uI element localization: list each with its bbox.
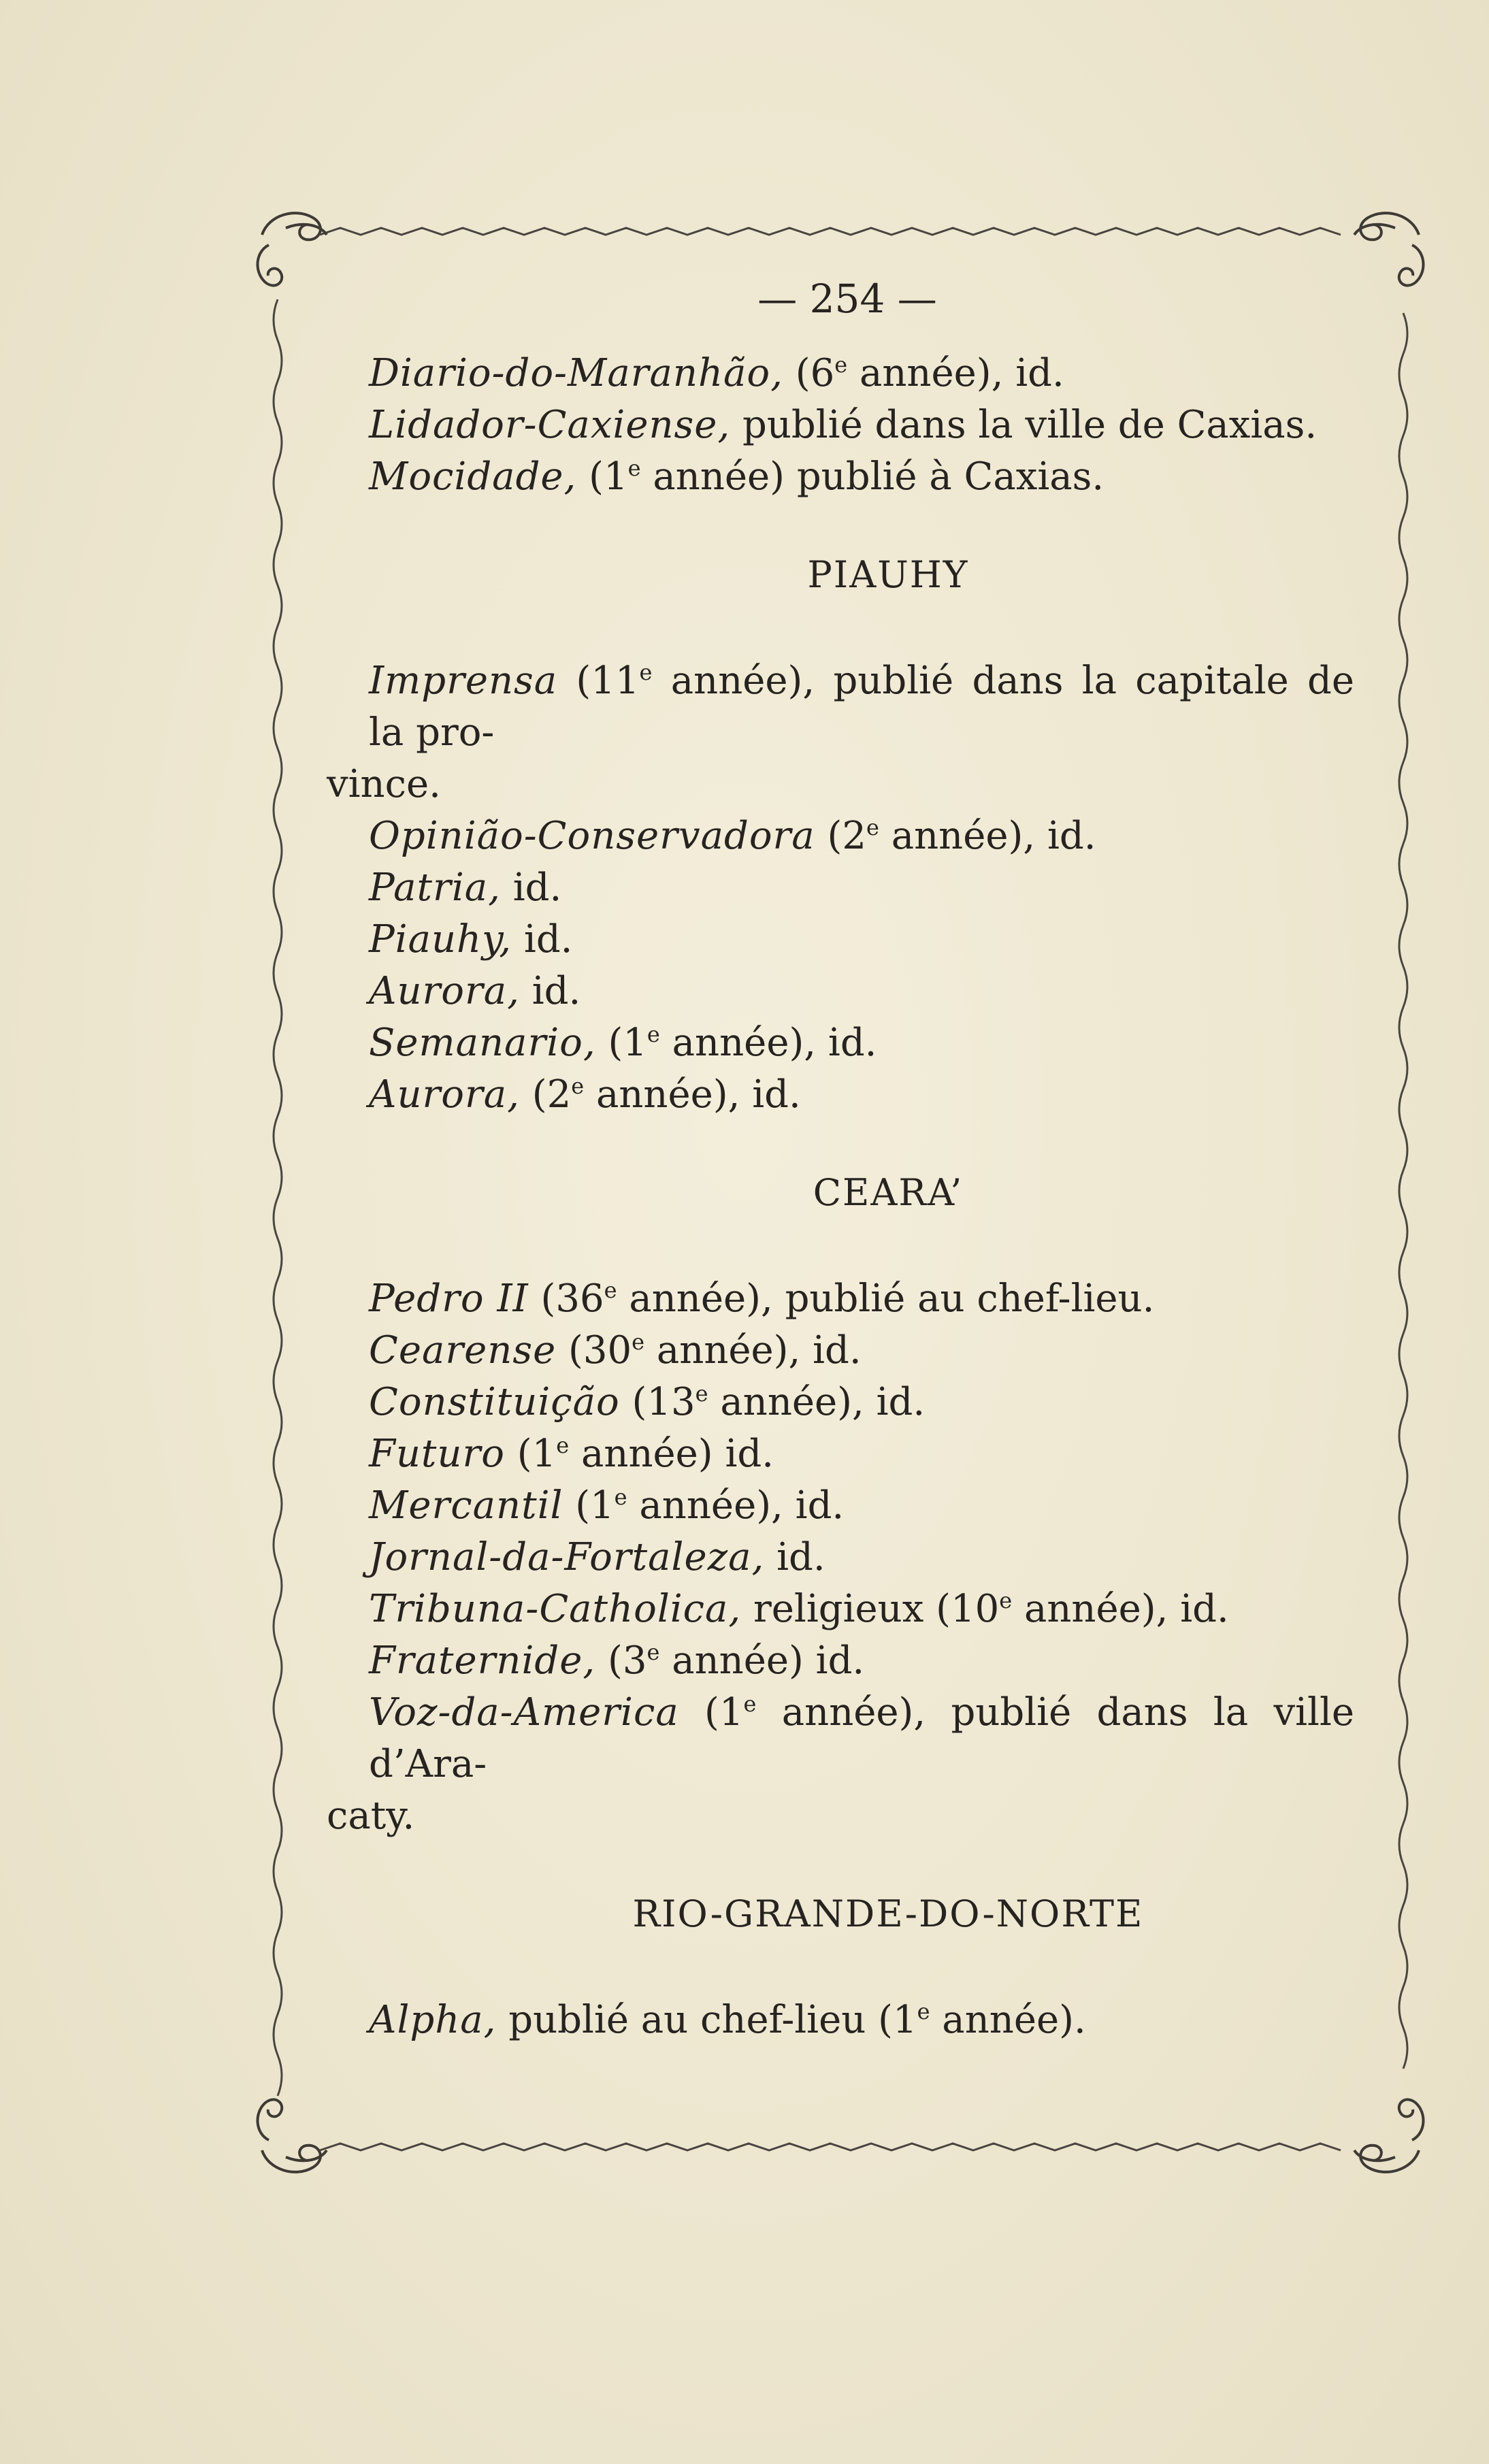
left-border-rule xyxy=(274,299,282,2096)
newspaper-entry xyxy=(327,914,1354,966)
section-heading: PIAUHY xyxy=(807,553,969,596)
corner-ornament-bottom-right xyxy=(1354,2099,1423,2171)
newspaper-entry xyxy=(327,1635,1354,1687)
entry-text: id. xyxy=(500,866,562,910)
page-content xyxy=(327,269,1354,2046)
entry-text-rest: année), id. xyxy=(644,1328,862,1373)
newspaper-title: Constituição xyxy=(369,1380,620,1424)
entry-text: (2 xyxy=(815,814,866,858)
newspaper-entry xyxy=(327,1069,1354,1121)
newspaper-entry xyxy=(327,1480,1354,1532)
newspaper-entry xyxy=(327,1532,1354,1583)
entry-text: (30 xyxy=(556,1328,632,1373)
ordinal-superscript: e xyxy=(695,1381,708,1407)
newspaper-entry xyxy=(327,348,1354,399)
newspaper-entry xyxy=(327,1428,1354,1480)
newspaper-title: Mercantil xyxy=(369,1483,563,1528)
ordinal-superscript: e xyxy=(627,455,641,481)
entry-text: (1 xyxy=(678,1690,744,1735)
ordinal-superscript: e xyxy=(647,1021,660,1047)
newspaper-entry xyxy=(327,966,1354,1017)
entry-text-rest: année), id. xyxy=(627,1483,845,1528)
entry-text-rest: année), id. xyxy=(847,351,1064,395)
ordinal-superscript: e xyxy=(632,1329,645,1355)
newspaper-entry xyxy=(327,1325,1354,1377)
entry-text-rest: année) id. xyxy=(659,1639,865,1683)
entry-text: id. xyxy=(764,1535,825,1579)
newspaper-title: Opinião-Conservadora xyxy=(369,814,815,858)
ordinal-superscript: e xyxy=(917,1999,930,2024)
newspaper-title: Alpha, xyxy=(369,1998,497,2042)
entry-text-rest: année), publié dans la ville d’Ara- xyxy=(369,1690,1354,1786)
newspaper-entry xyxy=(327,1273,1354,1325)
ordinal-superscript: e xyxy=(743,1691,757,1717)
newspaper-title: Semanario, xyxy=(369,1021,596,1065)
newspaper-title: Cearense xyxy=(369,1328,557,1373)
newspaper-title: Futuro xyxy=(369,1432,505,1476)
entry-text: (13 xyxy=(619,1380,696,1424)
right-border-rule xyxy=(1399,313,1407,2069)
entry-text: (1 xyxy=(576,455,628,499)
newspaper-entry xyxy=(327,1687,1354,1842)
newspaper-title: Diario-do-Maranhão, xyxy=(369,351,783,395)
ordinal-superscript: e xyxy=(647,1639,660,1665)
entry-text-rest: année), id. xyxy=(659,1021,877,1065)
entry-text: (36 xyxy=(528,1277,604,1321)
ordinal-superscript: e xyxy=(556,1432,570,1458)
ordinal-superscript: e xyxy=(614,1484,627,1510)
entry-text: (2 xyxy=(519,1072,572,1117)
section-heading: RIO-GRANDE-DO-NORTE xyxy=(632,1892,1144,1935)
newspaper-title: Imprensa xyxy=(369,659,558,703)
corner-ornament-top-right xyxy=(1354,213,1423,285)
newspaper-entry xyxy=(327,451,1354,503)
newspaper-entry xyxy=(327,399,1354,451)
entry-text-rest: année) id. xyxy=(569,1432,774,1476)
newspaper-title: Fraternide, xyxy=(369,1639,596,1683)
corner-ornament-top-left xyxy=(258,213,327,285)
bottom-border-rule xyxy=(320,2143,1341,2150)
top-border-rule xyxy=(320,228,1341,235)
ordinal-superscript: e xyxy=(639,659,653,685)
page-number: — 254 — xyxy=(757,276,937,322)
ordinal-superscript: e xyxy=(834,352,848,378)
newspaper-entry xyxy=(327,1994,1354,2046)
entry-text-rest: année). xyxy=(930,1998,1086,2042)
newspaper-title: Patria, xyxy=(369,866,501,910)
newspaper-entry xyxy=(327,1583,1354,1635)
entry-continuation: vince. xyxy=(327,762,441,806)
newspaper-title: Jornal-da-Fortaleza, xyxy=(369,1535,765,1579)
ordinal-superscript: e xyxy=(866,815,879,840)
entry-text-rest: année), id. xyxy=(584,1072,801,1117)
entry-text-rest: année), publié au chef-lieu. xyxy=(617,1277,1155,1321)
newspaper-title: Piauhy, xyxy=(369,917,512,962)
newspaper-entry xyxy=(327,1017,1354,1069)
entry-text-rest: année) publié à Caxias. xyxy=(640,455,1105,499)
newspaper-title: Aurora, xyxy=(369,1072,520,1117)
newspaper-title: Aurora, xyxy=(369,969,520,1013)
newspaper-list xyxy=(327,348,1354,2046)
ordinal-superscript: e xyxy=(604,1277,617,1303)
ordinal-superscript: e xyxy=(571,1073,585,1099)
entry-text-rest: année), publié dans la capitale de la pro- xyxy=(369,659,1355,755)
entry-text: (1 xyxy=(563,1483,615,1528)
entry-text: (11 xyxy=(557,659,640,703)
newspaper-title: Lidador-Caxiense, xyxy=(369,403,731,447)
entry-continuation: caty. xyxy=(327,1794,415,1838)
entry-text: (6 xyxy=(783,351,835,395)
newspaper-title: Voz-da-America xyxy=(369,1690,679,1735)
entry-text: (3 xyxy=(595,1639,647,1683)
section-heading: CEARA’ xyxy=(813,1171,964,1214)
ordinal-superscript: e xyxy=(999,1588,1013,1613)
newspaper-entry xyxy=(327,1377,1354,1428)
newspaper-title: Pedro II xyxy=(369,1277,529,1321)
entry-text: (1 xyxy=(504,1432,557,1476)
entry-text: id. xyxy=(519,969,581,1013)
entry-text: publié dans la ville de Caxias. xyxy=(730,403,1318,447)
newspaper-title: Mocidade, xyxy=(369,455,577,499)
newspaper-entry xyxy=(327,655,1354,810)
entry-text: (1 xyxy=(595,1021,647,1065)
entry-text-rest: année), id. xyxy=(1012,1587,1229,1631)
entry-text-rest: année), id. xyxy=(708,1380,926,1424)
newspaper-entry xyxy=(327,810,1354,862)
corner-ornament-bottom-left xyxy=(258,2099,327,2171)
newspaper-entry xyxy=(327,862,1354,914)
entry-text-rest: année), id. xyxy=(879,814,1096,858)
entry-text: religieux (10 xyxy=(741,1587,1000,1631)
newspaper-title: Tribuna-Catholica, xyxy=(369,1587,742,1631)
entry-text: id. xyxy=(512,917,573,962)
entry-text: publié au chef-lieu (1 xyxy=(496,1998,917,2042)
